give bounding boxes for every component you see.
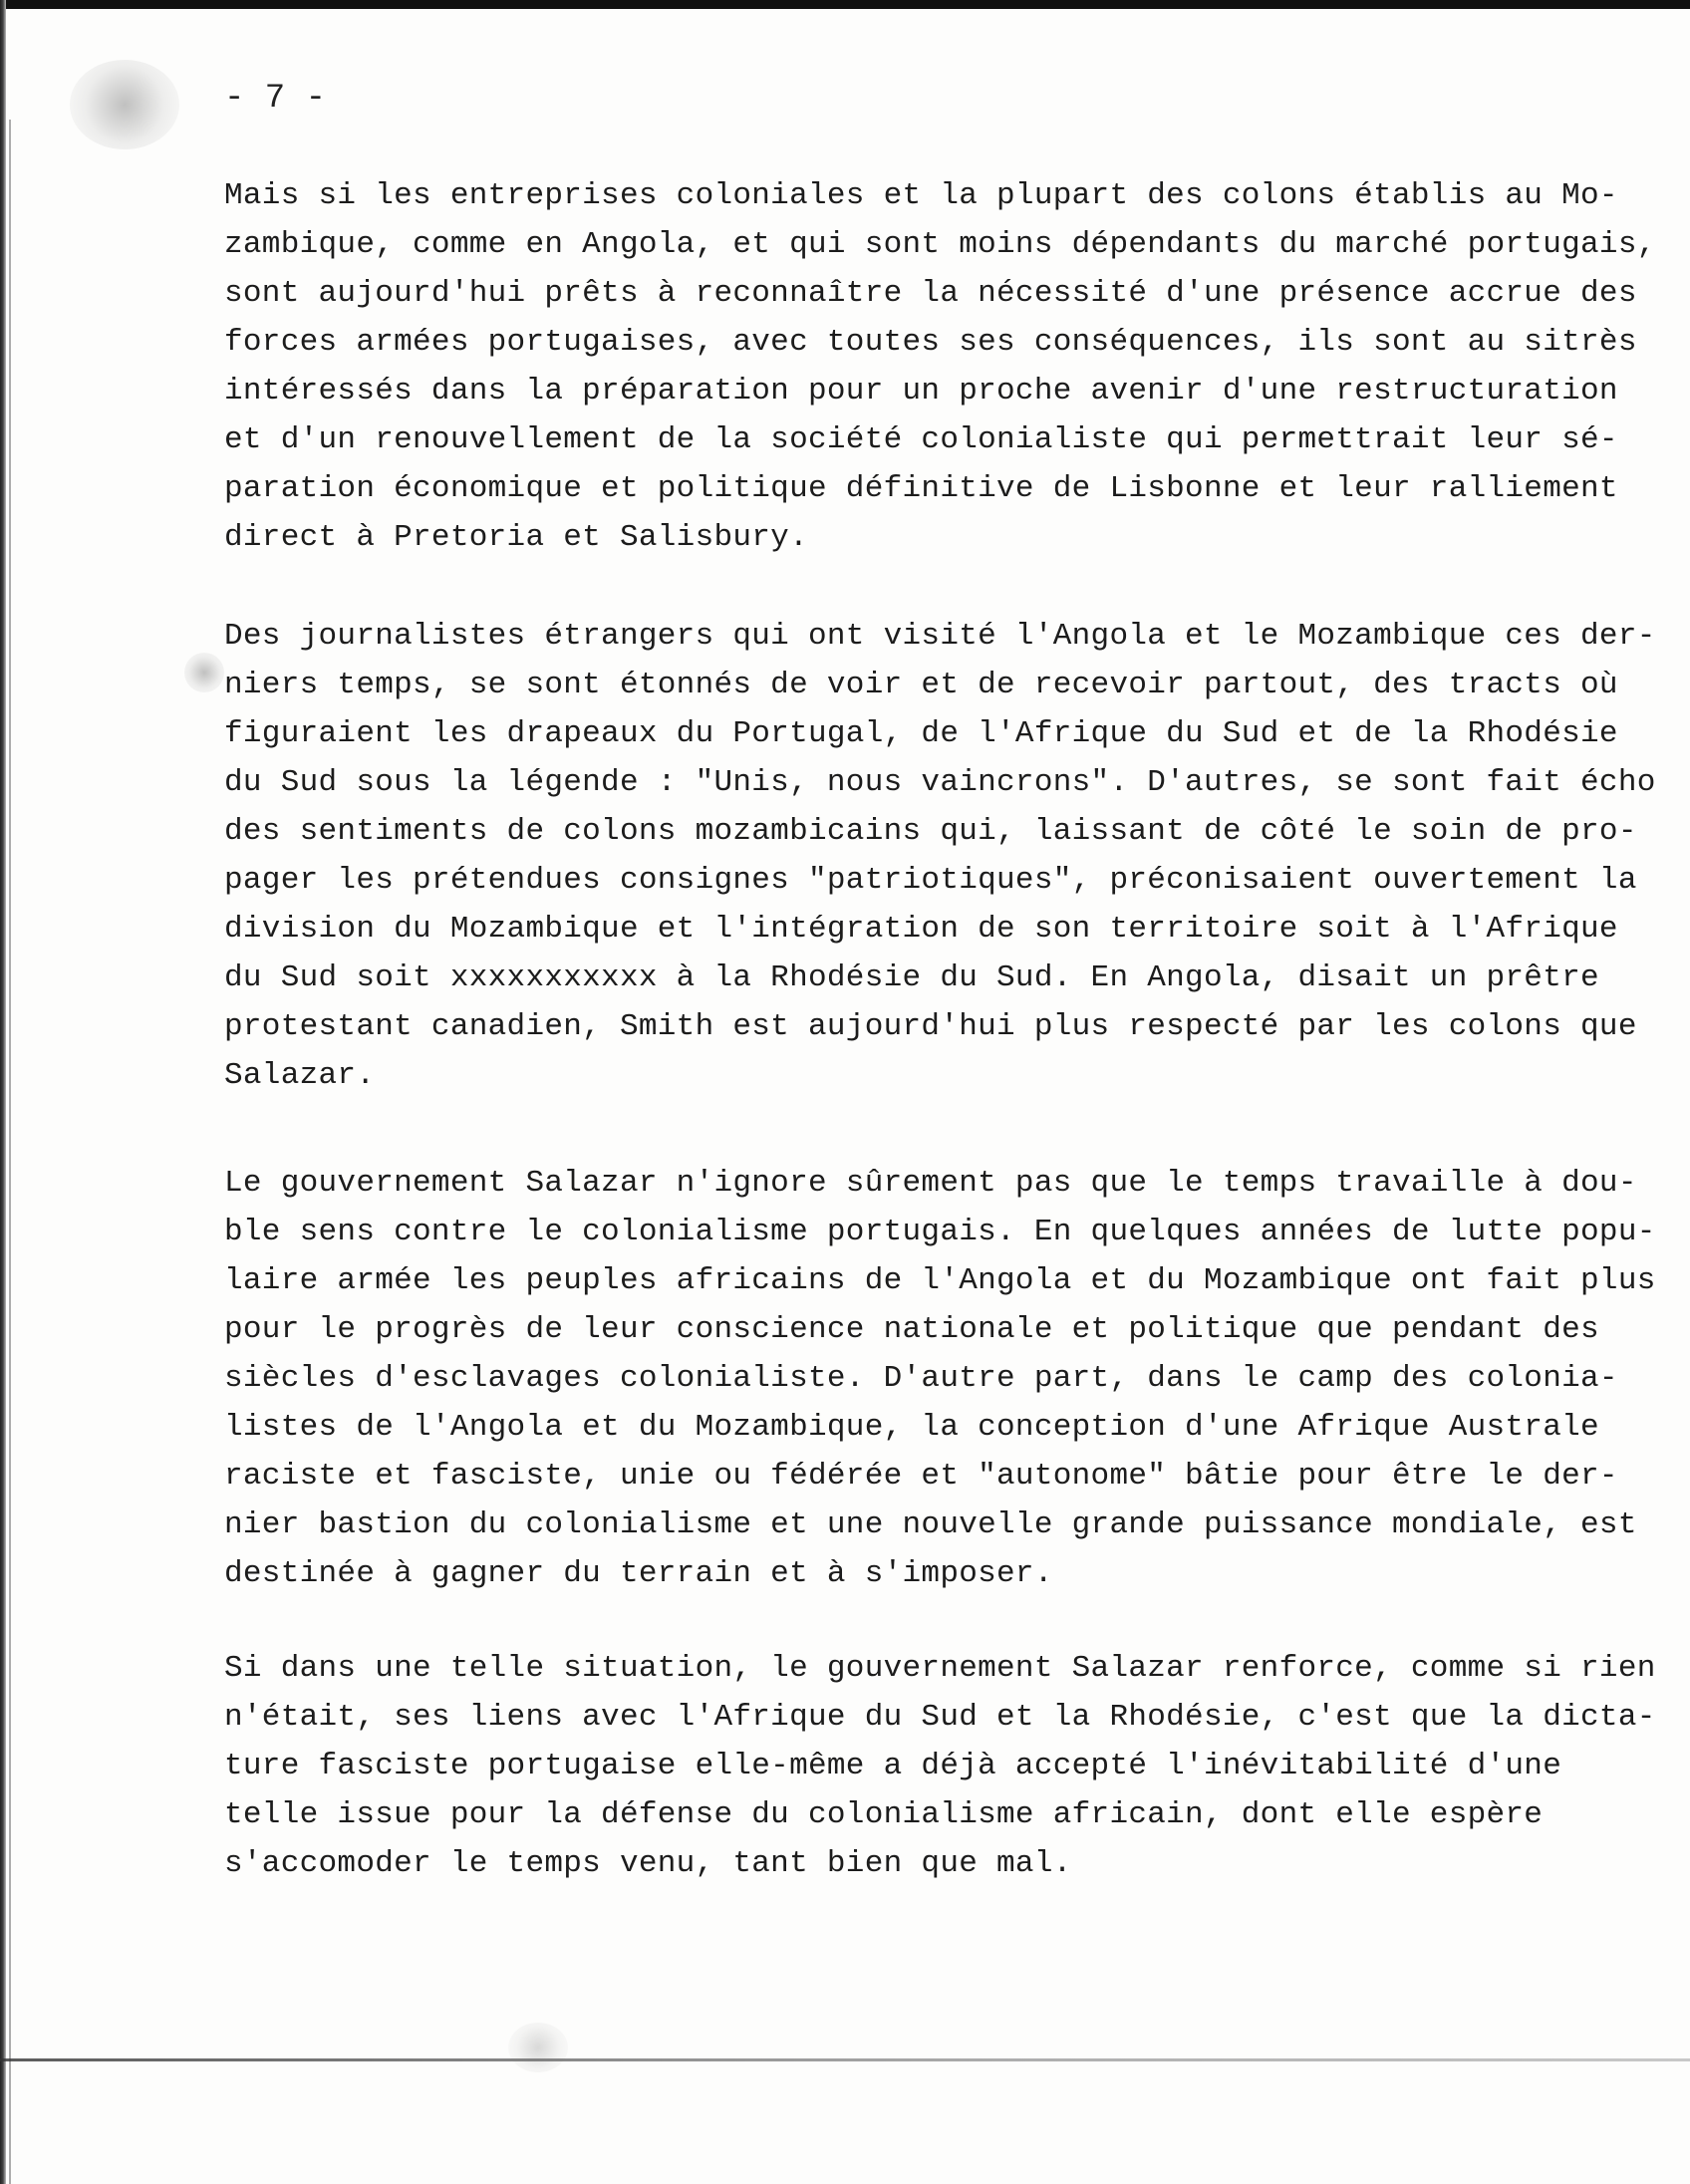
scan-top-edge — [0, 0, 1690, 9]
text-line: pour le progrès de leur conscience nationale et politique que pendant des — [224, 1312, 1599, 1347]
text-line: n'était, ses liens avec l'Afrique du Sud et la Rhodésie, c'est que la dicta- — [224, 1700, 1656, 1735]
text-line: division du Mozambique et l'intégration de son territoire soit à l'Afrique — [224, 912, 1618, 947]
text-line: Mais si les entreprises coloniales et la plupart des colons établis au Mo- — [224, 178, 1618, 213]
paragraph-3 — [224, 1159, 1656, 1598]
text-line: des sentiments de colons mozambicains qui, laissant de côté le soin de pro- — [224, 814, 1637, 849]
scan-left-edge — [0, 0, 6, 2184]
text-line: niers temps, se sont étonnés de voir et de recevoir partout, des tracts où — [224, 668, 1618, 702]
text-line: intéressés dans la préparation pour un proche avenir d'une restructuration — [224, 374, 1618, 409]
ink-smudge-top-left — [70, 60, 179, 149]
text-line: figuraient les drapeaux du Portugal, de l'Afrique du Sud et de la Rhodésie — [224, 716, 1618, 751]
text-line: ble sens contre le colonialisme portugais. En quelques années de lutte popu- — [224, 1215, 1656, 1249]
text-line: ture fasciste portugaise elle-même a déjà accepté l'inévitabilité d'une — [224, 1749, 1562, 1783]
text-line: protestant canadien, Smith est aujourd'hui plus respecté par les colons que — [224, 1009, 1637, 1044]
text-line: Des journalistes étrangers qui ont visité l'Angola et le Mozambique ces der- — [224, 619, 1656, 654]
text-line: siècles d'esclavages colonialiste. D'autre part, dans le camp des colonia- — [224, 1361, 1618, 1396]
text-line: nier bastion du colonialisme et une nouvelle grande puissance mondiale, est — [224, 1507, 1637, 1542]
text-line: pager les prétendues consignes "patriotiques", préconisaient ouvertement la — [224, 863, 1637, 898]
paragraph-2 — [224, 612, 1656, 1100]
text-line: Le gouvernement Salazar n'ignore sûrement pas que le temps travaille à dou- — [224, 1166, 1637, 1201]
paragraph-4 — [224, 1644, 1656, 1888]
text-line: sont aujourd'hui prêts à reconnaître la nécessité d'une présence accrue des — [224, 276, 1637, 311]
text-line: et d'un renouvellement de la société colonialiste qui permettrait leur sé- — [224, 422, 1618, 457]
text-line: s'accomoder le temps venu, tant bien que mal. — [224, 1846, 1072, 1881]
text-line: Salazar. — [224, 1058, 376, 1093]
ink-smudge-left — [184, 653, 224, 692]
bottom-rule — [0, 2058, 1690, 2061]
text-line: destinée à gagner du terrain et à s'imposer. — [224, 1556, 1053, 1591]
text-line: forces armées portugaises, avec toutes ses conséquences, ils sont au sitrès — [224, 325, 1637, 360]
text-line: paration économique et politique définitive de Lisbonne et leur ralliement — [224, 471, 1618, 506]
text-line: raciste et fasciste, unie ou fédérée et "autonome" bâtie pour être le der- — [224, 1459, 1618, 1494]
page-number: - 7 - — [224, 80, 327, 118]
text-line: du Sud soit xxxxxxxxxxx à la Rhodésie du Sud. En Angola, disait un prêtre — [224, 960, 1599, 995]
text-line: telle issue pour la défense du colonialisme africain, dont elle espère — [224, 1797, 1544, 1832]
text-line: direct à Pretoria et Salisbury. — [224, 520, 808, 555]
text-line: Si dans une telle situation, le gouvernement Salazar renforce, comme si rien — [224, 1651, 1656, 1686]
text-line: laire armée les peuples africains de l'Angola et du Mozambique ont fait plus — [224, 1263, 1656, 1298]
text-line: zambique, comme en Angola, et qui sont moins dépendants du marché portugais, — [224, 227, 1656, 262]
text-line: listes de l'Angola et du Mozambique, la conception d'une Afrique Australe — [224, 1410, 1599, 1445]
paragraph-1 — [224, 171, 1656, 562]
text-line: du Sud sous la légende : "Unis, nous vaincrons". D'autres, se sont fait écho — [224, 765, 1656, 800]
ink-smudge-bottom — [508, 2023, 568, 2072]
scan-left-shadow — [9, 120, 11, 2184]
